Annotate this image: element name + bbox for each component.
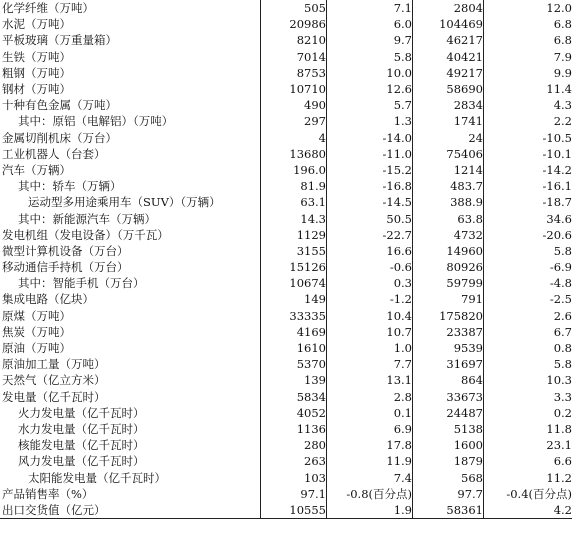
current-month-value-cell: 5834: [261, 389, 327, 405]
product-name-cell: 火力发电量（亿千瓦时）: [0, 405, 261, 421]
cumulative-growth-cell: 0.2: [553, 405, 572, 420]
product-name-cell: 原油（万吨）: [0, 340, 261, 356]
cumulative-value-cell: 791: [413, 291, 484, 307]
cumulative-value-cell: 864: [413, 372, 484, 388]
cumulative-value-cell: 5138: [413, 421, 484, 437]
product-name-cell: 原油加工量（万吨）: [0, 356, 261, 372]
cumulative-value-cell: 2804: [413, 0, 484, 16]
cumulative-value-cell: 63.8: [413, 210, 484, 226]
cumulative-value-cell: 483.7: [413, 178, 484, 194]
cumulative-growth-cell: 9.9: [553, 65, 572, 80]
current-month-growth-cell: 1.9: [327, 502, 413, 519]
product-name-cell: 水泥（万吨）: [0, 16, 261, 32]
current-month-value-cell: 10555: [261, 502, 327, 519]
current-month-value-cell: 5370: [261, 356, 327, 372]
product-name-cell: 移动通信手持机（万台）: [0, 259, 261, 275]
current-month-value-cell: 103: [261, 469, 327, 485]
current-month-value-cell: 15126: [261, 259, 327, 275]
cumulative-value-cell: 1741: [413, 113, 484, 129]
current-month-value-cell: 149: [261, 291, 327, 307]
cumulative-growth-cell: 6.8: [553, 33, 572, 48]
product-name-cell: 水力发电量（亿千瓦时）: [0, 421, 261, 437]
table-row: [0, 178, 572, 194]
current-month-value-cell: 490: [261, 97, 327, 113]
current-month-growth-cell: 1.0: [327, 340, 413, 356]
current-month-growth-cell: 10.4: [327, 308, 413, 324]
table-row: [0, 405, 572, 421]
cumulative-value-cell: 97.7: [413, 486, 484, 502]
cumulative-growth-cell: 11.2: [546, 470, 572, 485]
current-month-growth-cell: 0.3: [327, 275, 413, 291]
current-month-growth-cell: 13.1: [327, 372, 413, 388]
product-name-cell: 发电机组（发电设备）（万千瓦）: [0, 227, 261, 243]
cumulative-value-cell: 1600: [413, 437, 484, 453]
current-month-value-cell: 196.0: [261, 162, 327, 178]
cumulative-growth-cell: 2.6: [553, 308, 572, 323]
table-row: [0, 275, 572, 291]
product-name-cell: 运动型多用途乘用车（SUV）（万辆）: [0, 194, 261, 210]
current-month-growth-cell: 1.3: [327, 113, 413, 129]
current-month-growth-cell: 7.4: [327, 469, 413, 485]
product-name-cell: 化学纤维（万吨）: [0, 0, 261, 16]
current-month-growth-cell: -16.8: [327, 178, 413, 194]
cumulative-growth-cell: 4.3: [553, 98, 572, 113]
product-name-cell: 微型计算机设备（万台）: [0, 243, 261, 259]
product-name-cell: 汽车（万辆）: [0, 162, 261, 178]
cumulative-value-cell: 46217: [413, 32, 484, 48]
product-name-cell: 粗钢（万吨）: [0, 65, 261, 81]
table-row: [0, 49, 572, 65]
cumulative-value-cell: 9539: [413, 340, 484, 356]
current-month-growth-cell: 16.6: [327, 243, 413, 259]
table-row: [0, 356, 572, 372]
cumulative-growth-cell: -10.5: [542, 130, 572, 145]
cumulative-value-cell: 58690: [413, 81, 484, 97]
current-month-value-cell: 4169: [261, 324, 327, 340]
current-month-value-cell: 10710: [261, 81, 327, 97]
current-month-growth-cell: -0.8(百分点): [327, 486, 413, 502]
current-month-growth-cell: 10.7: [327, 324, 413, 340]
current-month-growth-cell: 50.5: [327, 210, 413, 226]
current-month-value-cell: 1129: [261, 227, 327, 243]
table-row: [0, 227, 572, 243]
product-name-cell: 其中：轿车（万辆）: [0, 178, 261, 194]
cumulative-value-cell: 24487: [413, 405, 484, 421]
table-row: [0, 0, 572, 16]
current-month-value-cell: 20986: [261, 16, 327, 32]
table-row: [0, 437, 572, 453]
cumulative-value-cell: 40421: [413, 49, 484, 65]
product-name-cell: 其中：智能手机（万台）: [0, 275, 261, 291]
current-month-growth-cell: -0.6: [327, 259, 413, 275]
cumulative-growth-cell: 3.3: [553, 389, 572, 404]
product-name-cell: 产品销售率（%）: [0, 486, 261, 502]
cumulative-value-cell: 75406: [413, 146, 484, 162]
current-month-value-cell: 33335: [261, 308, 327, 324]
cumulative-growth-cell: -2.5: [549, 292, 572, 307]
table-row: [0, 16, 572, 32]
current-month-growth-cell: -1.2: [327, 291, 413, 307]
cumulative-value-cell: 4732: [413, 227, 484, 243]
product-name-cell: 其中：新能源汽车（万辆）: [0, 210, 261, 226]
cumulative-growth-cell: 6.7: [553, 324, 572, 339]
product-name-cell: 出口交货值（亿元）: [0, 502, 261, 519]
current-month-growth-cell: 12.6: [327, 81, 413, 97]
cumulative-growth-cell: 4.2: [484, 502, 573, 519]
product-name-cell: 太阳能发电量（亿千瓦时）: [0, 469, 261, 485]
table-row: [0, 502, 572, 519]
table-row: [0, 113, 572, 129]
product-name-cell: 工业机器人（台套）: [0, 146, 261, 162]
current-month-growth-cell: 2.8: [327, 389, 413, 405]
product-name-cell: 天然气（亿立方米）: [0, 372, 261, 388]
current-month-value-cell: 505: [261, 0, 327, 16]
current-month-value-cell: 263: [261, 453, 327, 469]
table-row: [0, 259, 572, 275]
cumulative-value-cell: 31697: [413, 356, 484, 372]
table-row: [0, 340, 572, 356]
current-month-growth-cell: 6.9: [327, 421, 413, 437]
cumulative-value-cell: 58361: [413, 502, 484, 519]
cumulative-growth-cell: -14.2: [542, 162, 572, 177]
product-name-cell: 其中：原铝（电解铝）（万吨）: [0, 113, 261, 129]
cumulative-value-cell: 2834: [413, 97, 484, 113]
cumulative-value-cell: 24: [413, 130, 484, 146]
cumulative-growth-cell: -0.4(百分点): [506, 486, 572, 501]
cumulative-growth-cell: 10.3: [546, 373, 572, 388]
cumulative-growth-cell: 12.0: [546, 1, 572, 16]
current-month-growth-cell: 5.8: [327, 49, 413, 65]
current-month-value-cell: 8753: [261, 65, 327, 81]
cumulative-growth-cell: -6.9: [549, 260, 572, 275]
product-name-cell: 风力发电量（亿千瓦时）: [0, 453, 261, 469]
table-row: [0, 194, 572, 210]
current-month-growth-cell: 6.0: [327, 16, 413, 32]
product-name-cell: 核能发电量（亿千瓦时）: [0, 437, 261, 453]
current-month-growth-cell: -22.7: [327, 227, 413, 243]
cumulative-growth-cell: -20.6: [542, 227, 572, 242]
current-month-growth-cell: 0.1: [327, 405, 413, 421]
current-month-growth-cell: -15.2: [327, 162, 413, 178]
cumulative-value-cell: 388.9: [413, 194, 484, 210]
cumulative-growth-cell: 11.8: [546, 421, 572, 436]
current-month-value-cell: 3155: [261, 243, 327, 259]
current-month-value-cell: 4: [261, 130, 327, 146]
table-row: [0, 162, 572, 178]
table-row: [0, 486, 572, 502]
product-name-cell: 十种有色金属（万吨）: [0, 97, 261, 113]
table-row: [0, 324, 572, 340]
product-name-cell: 集成电路（亿块）: [0, 291, 261, 307]
current-month-growth-cell: 9.7: [327, 32, 413, 48]
cumulative-growth-cell: -10.1: [542, 146, 572, 161]
table-row: [0, 389, 572, 405]
table-row: [0, 97, 572, 113]
table-row: [0, 65, 572, 81]
current-month-value-cell: 97.1: [261, 486, 327, 502]
current-month-value-cell: 10674: [261, 275, 327, 291]
cumulative-growth-cell: 11.4: [546, 82, 572, 97]
current-month-value-cell: 1610: [261, 340, 327, 356]
product-name-cell: 原煤（万吨）: [0, 308, 261, 324]
product-name-cell: 金属切削机床（万台）: [0, 130, 261, 146]
current-month-value-cell: 63.1: [261, 194, 327, 210]
product-name-cell: 生铁（万吨）: [0, 49, 261, 65]
cumulative-value-cell: 104469: [413, 16, 484, 32]
current-month-value-cell: 7014: [261, 49, 327, 65]
cumulative-growth-cell: -16.1: [542, 179, 572, 194]
cumulative-growth-cell: 0.8: [553, 341, 572, 356]
table-row: [0, 421, 572, 437]
table-row: [0, 243, 572, 259]
cumulative-growth-cell: -18.7: [542, 195, 572, 210]
current-month-value-cell: 139: [261, 372, 327, 388]
cumulative-value-cell: 568: [413, 469, 484, 485]
table-row: [0, 291, 572, 307]
current-month-growth-cell: 17.8: [327, 437, 413, 453]
current-month-value-cell: 297: [261, 113, 327, 129]
current-month-growth-cell: 7.1: [327, 0, 413, 16]
table-row: [0, 308, 572, 324]
cumulative-growth-cell: 6.8: [553, 17, 572, 32]
table-row: [0, 32, 572, 48]
cumulative-growth-cell: 6.6: [553, 454, 572, 469]
current-month-growth-cell: -14.0: [327, 130, 413, 146]
cumulative-value-cell: 1879: [413, 453, 484, 469]
product-name-cell: 平板玻璃（万重量箱）: [0, 32, 261, 48]
cumulative-value-cell: 59799: [413, 275, 484, 291]
cumulative-growth-cell: 5.8: [553, 357, 572, 372]
table-row: [0, 210, 572, 226]
current-month-value-cell: 13680: [261, 146, 327, 162]
current-month-growth-cell: 10.0: [327, 65, 413, 81]
current-month-growth-cell: 7.7: [327, 356, 413, 372]
current-month-value-cell: 14.3: [261, 210, 327, 226]
cumulative-growth-cell: 5.8: [553, 243, 572, 258]
table-row: [0, 469, 572, 485]
cumulative-growth-cell: 2.2: [553, 114, 572, 129]
cumulative-value-cell: 1214: [413, 162, 484, 178]
current-month-value-cell: 280: [261, 437, 327, 453]
current-month-growth-cell: -11.0: [327, 146, 413, 162]
product-name-cell: 焦炭（万吨）: [0, 324, 261, 340]
current-month-value-cell: 4052: [261, 405, 327, 421]
cumulative-growth-cell: -4.8: [549, 276, 572, 291]
current-month-value-cell: 1136: [261, 421, 327, 437]
cumulative-value-cell: 175820: [413, 308, 484, 324]
current-month-growth-cell: 11.9: [327, 453, 413, 469]
table-row: [0, 453, 572, 469]
product-name-cell: 发电量（亿千瓦时）: [0, 389, 261, 405]
cumulative-value-cell: 23387: [413, 324, 484, 340]
cumulative-growth-cell: 23.1: [546, 438, 572, 453]
table-row: [0, 146, 572, 162]
current-month-growth-cell: -14.5: [327, 194, 413, 210]
cumulative-value-cell: 80926: [413, 259, 484, 275]
cumulative-value-cell: 49217: [413, 65, 484, 81]
table-row: [0, 130, 572, 146]
cumulative-value-cell: 33673: [413, 389, 484, 405]
cumulative-growth-cell: 34.6: [546, 211, 572, 226]
table-row: [0, 372, 572, 388]
current-month-growth-cell: 5.7: [327, 97, 413, 113]
current-month-value-cell: 81.9: [261, 178, 327, 194]
current-month-value-cell: 8210: [261, 32, 327, 48]
cumulative-value-cell: 14960: [413, 243, 484, 259]
cumulative-growth-cell: 7.9: [553, 49, 572, 64]
product-name-cell: 钢材（万吨）: [0, 81, 261, 97]
table-row: [0, 81, 572, 97]
